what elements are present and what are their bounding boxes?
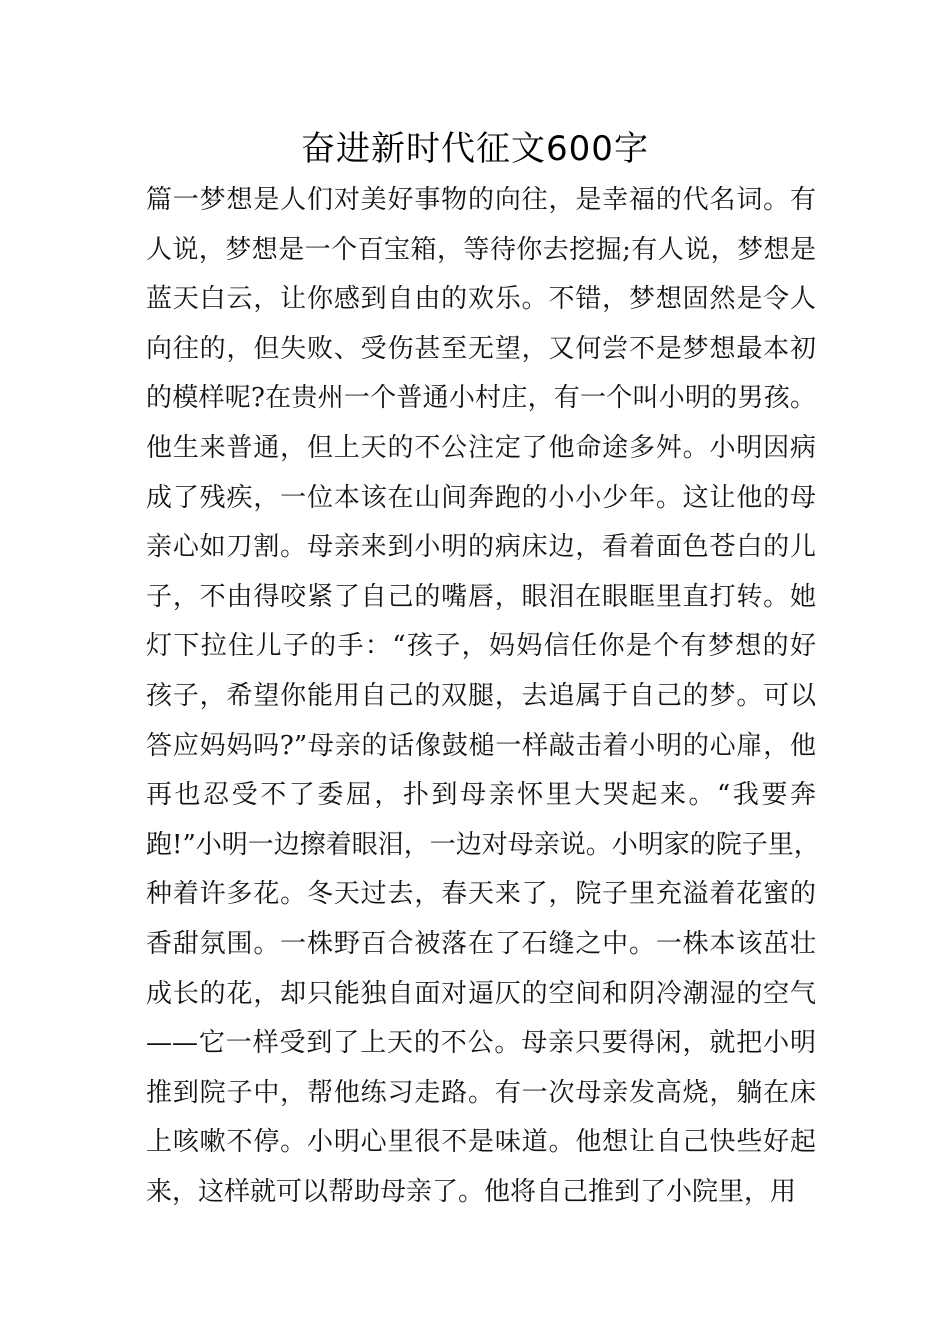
- body-line: 他生来普通，但上天的不公注定了他命途多舛。小明因病: [146, 432, 816, 463]
- body-line: 篇一梦想是人们对美好事物的向往，是幸福的代名词。有: [146, 185, 816, 215]
- body-line: 灯下拉住儿子的手：“孩子，妈妈信任你是个有梦想的好: [146, 631, 816, 662]
- body-line: 跑!”小明一边擦着眼泪，一边对母亲说。小明家的院子里，: [146, 829, 820, 860]
- body-line: 来，这样就可以帮助母亲了。他将自己推到了小院里，用: [146, 1176, 797, 1207]
- body-line: 亲心如刀割。母亲来到小明的病床边，看着面色苍白的儿: [146, 532, 816, 563]
- body-line: 上咳嗽不停。小明心里很不是味道。他想让自己快些好起: [146, 1127, 816, 1158]
- body-line: 子，不由得咬紧了自己的嘴唇，眼泪在眼眶里直打转。她: [146, 581, 816, 612]
- body-line: 种着许多花。冬天过去，春天来了，院子里充溢着花蜜的: [146, 879, 816, 910]
- body-line: 人说，梦想是一个百宝箱，等待你去挖掘;有人说，梦想是: [146, 234, 816, 265]
- body-line: 成长的花，却只能独自面对逼仄的空间和阴冷潮湿的空气: [146, 978, 816, 1009]
- body-line: ——它一样受到了上天的不公。母亲只要得闲，就把小明: [146, 1028, 816, 1059]
- body-line: 孩子，希望你能用自己的双腿，去追属于自己的梦。可以: [146, 680, 816, 711]
- body-line: 蓝天白云，让你感到自由的欢乐。不错，梦想固然是令人: [146, 284, 816, 315]
- body-line: 向往的，但失败、受伤甚至无望，又何尝不是梦想最本初: [146, 333, 816, 364]
- body-line: 推到院子中，帮他练习走路。有一次母亲发高烧，躺在床: [146, 1077, 816, 1108]
- body-line: 的模样呢?在贵州一个普通小村庄，有一个叫小明的男孩。: [146, 383, 816, 414]
- document-title: 奋进新时代征文600字: [301, 129, 649, 169]
- document-body: [146, 176, 820, 1217]
- body-line: 香甜氛围。一株野百合被落在了石缝之中。一株本该茁壮: [146, 928, 816, 959]
- body-line: 再也忍受不了委屈，扑到母亲怀里大哭起来。“我要奔: [146, 780, 816, 811]
- body-line: 答应妈妈吗?”母亲的话像鼓槌一样敲击着小明的心扉，他: [146, 730, 816, 761]
- body-line: 成了残疾，一位本该在山间奔跑的小小少年。这让他的母: [146, 482, 816, 513]
